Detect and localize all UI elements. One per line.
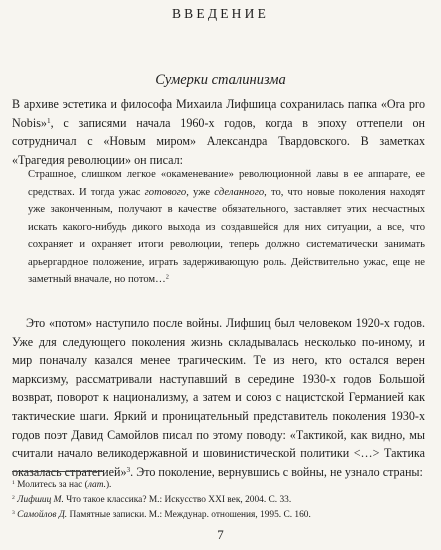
footnote-ref-3: 3 <box>126 465 131 474</box>
quote-text: , уже <box>186 186 215 198</box>
body-paragraph-2 <box>12 314 425 481</box>
footnote-text: Что такое классика? М.: Искусство XXI век, 2004. С. 33. <box>63 495 292 506</box>
footnote-ref-2: 2 <box>165 273 169 281</box>
paragraph-text: В архиве эстетика и философа Михаила Лифшица сохранилась папка «Ora pro Nobis» <box>12 97 425 130</box>
quote-emphasis: сделанного <box>214 186 265 198</box>
quote-text: , то, что новые поколения находят уже законченным, получают в качестве обязательного, заставляет этих несчастных искать какого-нибудь дикого выхода из создавшейся для них ситуации, а все, что сохраняет и охраняет итоги революции, теперь должно систематически занимать арьергардное положение, играть задерживающую роль. Действительно ужас, еще не заметный вначале, но потом… <box>28 186 426 285</box>
footnote-text: ). <box>105 480 112 490</box>
footnote-separator <box>12 471 104 472</box>
footnote-text: Памятные записки. М.: Междунар. отношения, 1995. С. 160. <box>67 510 311 521</box>
footnote-ref-1: 1 <box>46 116 51 125</box>
section-title: Сумерки сталинизма <box>155 72 286 88</box>
footnote-italic: лат. <box>87 480 106 490</box>
block-quote <box>28 166 425 289</box>
page-number: 7 <box>217 527 224 542</box>
footnote-author: Самойлов Д. <box>17 510 68 521</box>
footnote-3 <box>12 508 425 523</box>
paragraph-text: , с записями начала 1960-х годов, когда в эпоху оттепели он сотрудничал с «Новым миром» Александра Твардовского. В заметках «Трагедия революции» он писал: <box>12 115 425 167</box>
footnote-number: 3 <box>12 510 15 517</box>
footnotes-list <box>12 478 425 524</box>
quote-text: Страшное, слишком легкое «окаменевание» революционной лавы в ее аппарате, ее средствах. И тогда ужас <box>28 169 425 198</box>
body-paragraph-1 <box>12 95 425 169</box>
footnote-number: 2 <box>12 495 15 502</box>
paragraph-text: Это «потом» наступило после войны. Лифшиц был человеком 1920-х годов. Уже для следующего поколения жизнь складывалась несколько по-иному, и мир поначалу казался менее трагическим. Те из него, кто остался верен марксизму, рассматривали наступавший в середине 1930-х годов Большой возврат, поворот к национализму, а затем и союз с нацистской Германией как тактические шаги. Яркий и проницательный представитель поколения 1930-х годов поэт Давид Самойлов писал по этому поводу: «Тактикой, как видно, мы считали начало великодержавной и шовинистической политики <…> Тактика оказалась стратегией» <box>12 316 425 479</box>
footnote-1 <box>12 478 425 493</box>
paragraph-text: . Это поколение, вернувшись с войны, не узнало страны: <box>130 464 423 479</box>
footnote-text: Молитесь за нас ( <box>14 480 88 490</box>
footnote-author: Лифшиц М. <box>17 495 64 506</box>
footnote-number: 1 <box>12 479 15 486</box>
running-head: ВВЕДЕНИЕ <box>171 6 270 21</box>
footnote-2 <box>12 493 425 508</box>
quote-emphasis: готового <box>144 186 187 198</box>
